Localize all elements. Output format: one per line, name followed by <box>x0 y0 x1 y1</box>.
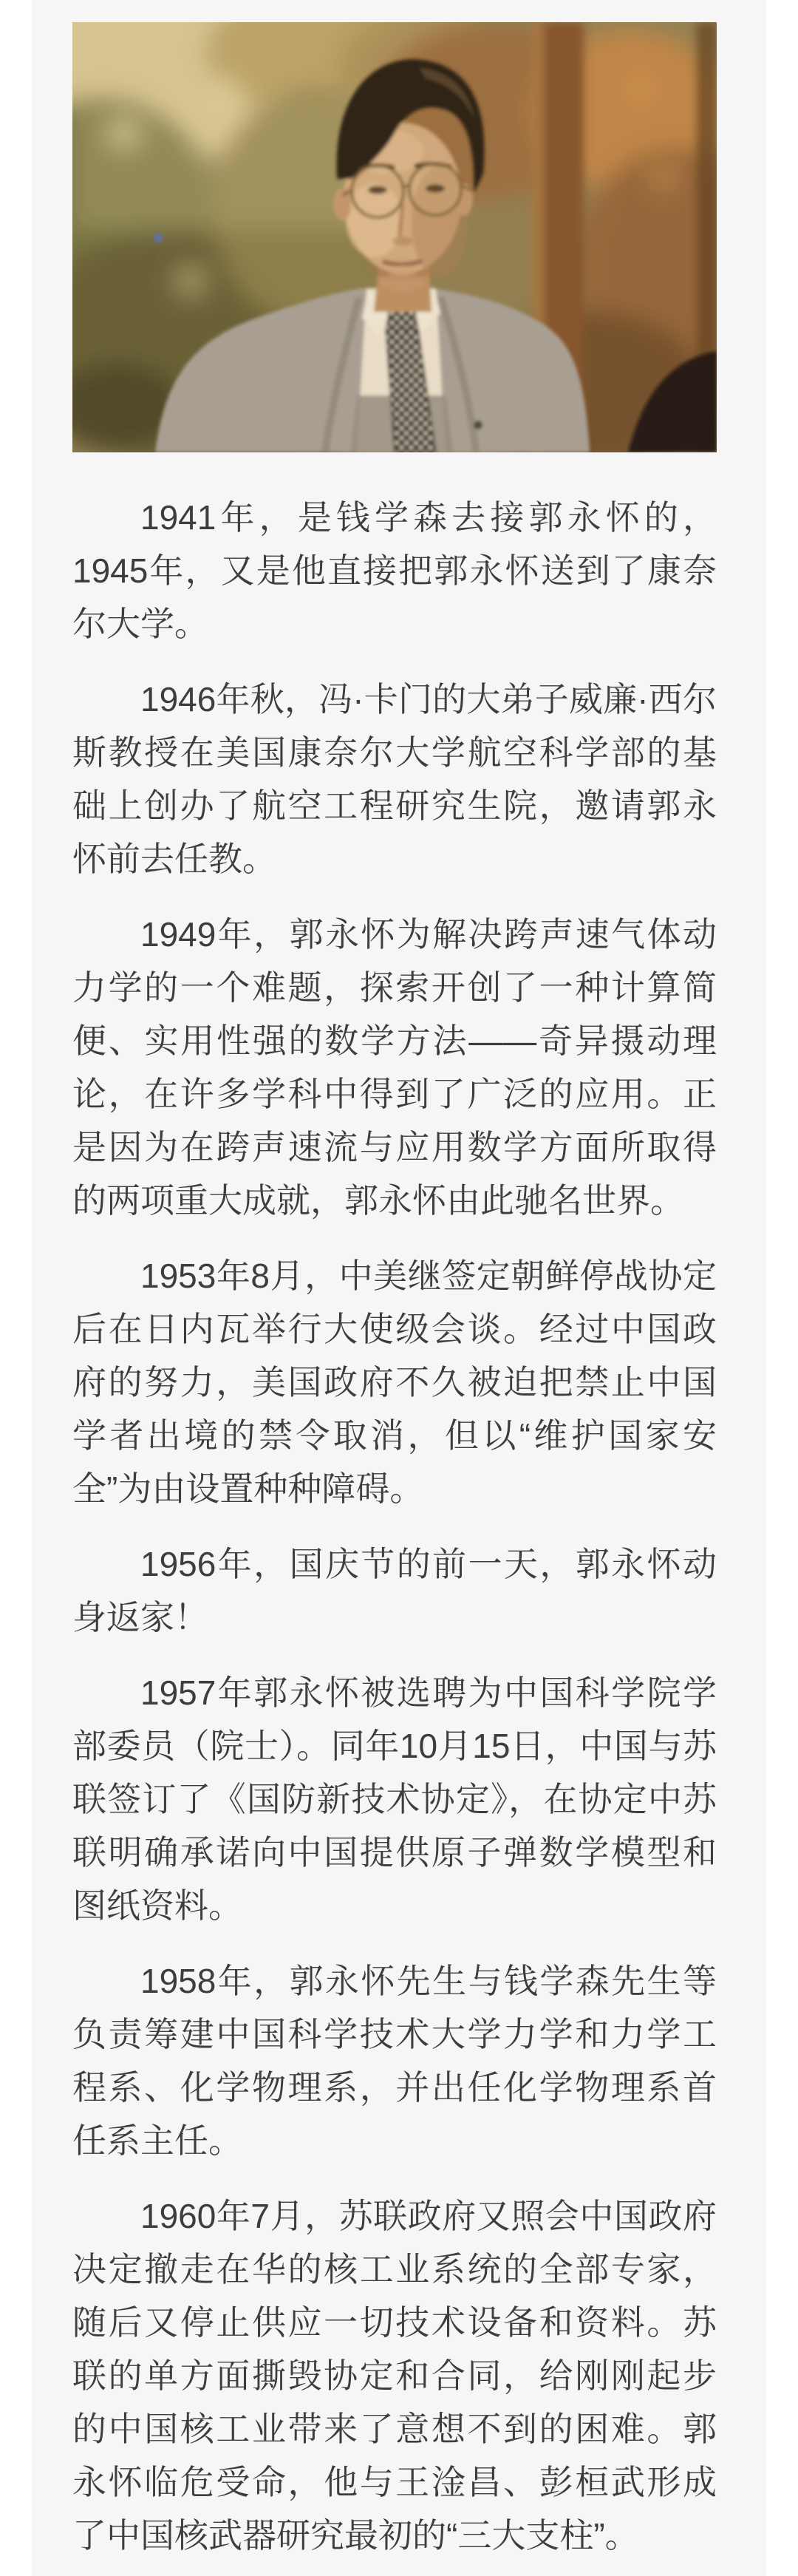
paragraph-6: 1957年郭永怀被选聘为中国科学院学部委员（院士）。同年10月15日，中国与苏联签订了《国防新技术协定》，在协定中苏联明确承诺向中国提供原子弹数学模型和图纸资料。 <box>72 1673 717 1925</box>
paragraph-8: 1960年7月，苏联政府又照会中国政府决定撤走在华的核工业系统的全部专家，随后又停止供应一切技术设备和资料。苏联的单方面撕毁协定和合同，给刚刚起步的中国核工业带来了意想不到的困难。郭永怀临危受命，他与王淦昌、彭桓武形成了中国核武器研究最初的“三大支柱”。 <box>72 2197 717 2555</box>
article-text <box>72 491 717 2562</box>
warm-haze <box>72 22 717 452</box>
portrait-photo <box>72 22 717 452</box>
article-inner <box>32 0 766 2562</box>
paragraph-3: 1949年，郭永怀为解决跨声速气体动力学的一个难题，探索开创了一种计算简便、实用性强的数学方法——奇异摄动理论，在许多学科中得到了广泛的应用。正是因为在跨声速流与应用数学方面所取得的两项重大成就，郭永怀由此驰名世界。 <box>72 915 717 1220</box>
paragraph-1: 1941年，是钱学森去接郭永怀的，1945年，又是他直接把郭永怀送到了康奈尔大学。 <box>72 498 717 643</box>
paragraph-5: 1956年，国庆节的前一天，郭永怀动身返家！ <box>72 1545 717 1637</box>
portrait-photo-image <box>72 22 717 452</box>
paragraph-4: 1953年8月，中美继签定朝鲜停战协定后在日内瓦举行大使级会谈。经过中国政府的努力，美国政府不久被迫把禁止中国学者出境的禁令取消，但以“维护国家安全”为由设置种种障碍。 <box>72 1257 717 1508</box>
paragraph-2: 1946年秋，冯·卡门的大弟子威廉·西尔斯教授在美国康奈尔大学航空科学部的基础上创办了航空工程研究生院，邀请郭永怀前去任教。 <box>72 680 717 878</box>
article-page <box>32 0 766 2576</box>
paragraph-7: 1958年，郭永怀先生与钱学森先生等负责筹建中国科学技术大学力学和力学工程系、化学物理系，并出任化学物理系首任系主任。 <box>72 1962 717 2160</box>
